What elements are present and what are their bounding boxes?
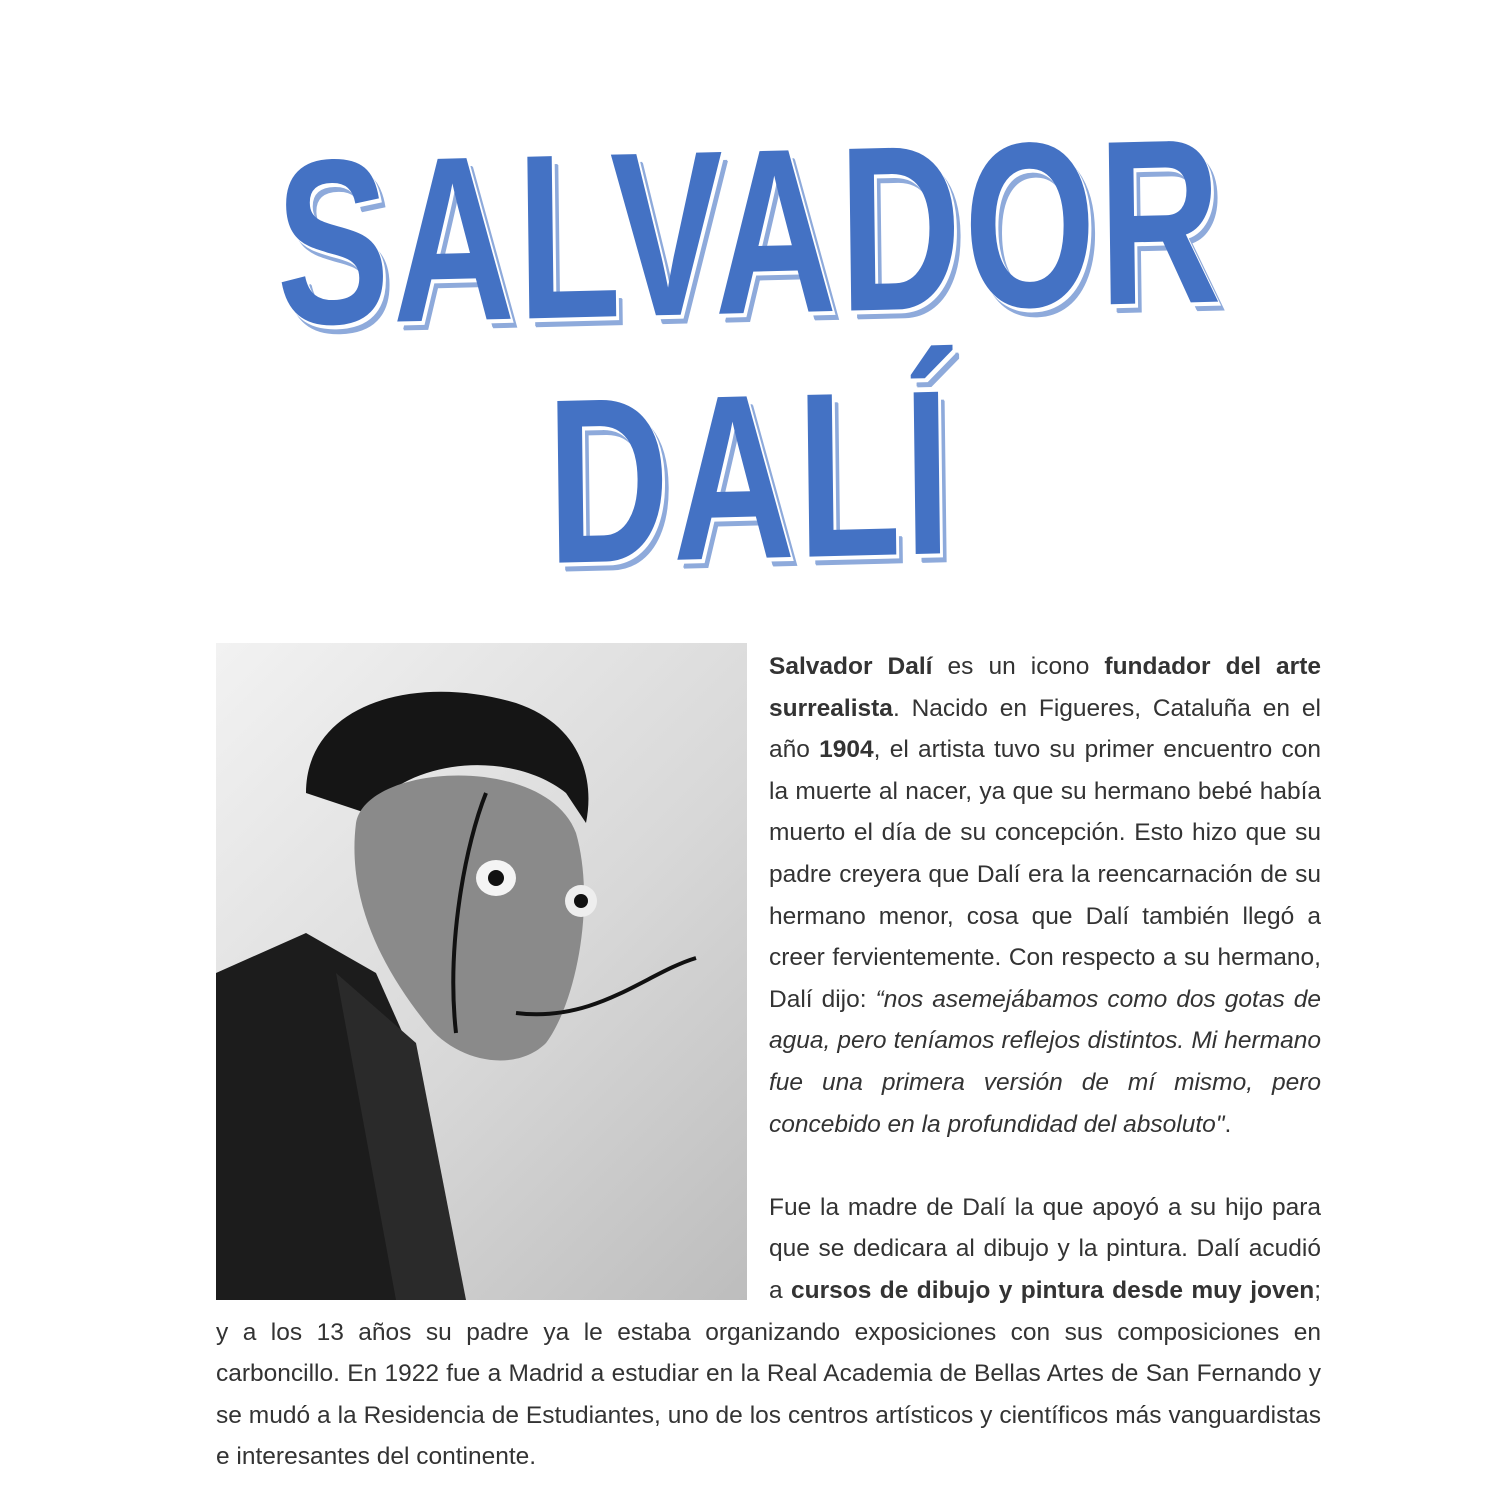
portrait-illustration (216, 643, 747, 1300)
bold-text: fundador del arte surrealista (769, 653, 1322, 722)
text: . Nacido en Figueres, Cataluña en el año (769, 694, 1321, 764)
bold-text: Salvador Dalí (769, 653, 933, 680)
title-line-2 (0, 340, 1500, 613)
bold-text: cursos de dibujo y pintura desde muy joven (791, 1276, 1315, 1304)
article-body (216, 646, 1321, 1478)
text: es un icono (932, 653, 1105, 680)
text: . (1224, 1110, 1232, 1138)
title-text: SALVADOR (274, 88, 1226, 375)
title-line-1 (0, 88, 1500, 375)
text: , el artista tuvo su primer encuentro con la muerte al nacer, ya que su hermano bebé había muerto el día de su concepción. Esto hizo que su padre creyera que Dalí era la reencarnación de su hermano menor, cosa que Dalí también llegó a creer fervientemente. Con respecto a su hermano, Dalí dijo: (769, 736, 1321, 1013)
quote-text: “nos asemejábamos como dos gotas de agua, pero teníamos reflejos distintos. Mi hermano fue una primera versión de mí mismo, pero concebido en la profundidad del absoluto" (769, 985, 1321, 1138)
text: Fue la madre de Dalí la que apoyó a su hijo para que se dedicara al dibujo y la pintura. Dalí acudió a (769, 1193, 1321, 1304)
bold-text: 1904 (819, 736, 874, 764)
text: ; y a los 13 años su padre ya le estaba organizando exposiciones con sus composiciones en carboncillo. En 1922 fue a Madrid a estudiar en la Real Academia de Bellas Artes de San Fernando y se mudó a la Residencia de Estudiantes, uno de los centros artísticos y científicos más vanguardistas e interesantes del continente. (216, 1276, 1321, 1471)
title-text: DALÍ (545, 340, 955, 613)
portrait-photo (216, 643, 747, 1300)
